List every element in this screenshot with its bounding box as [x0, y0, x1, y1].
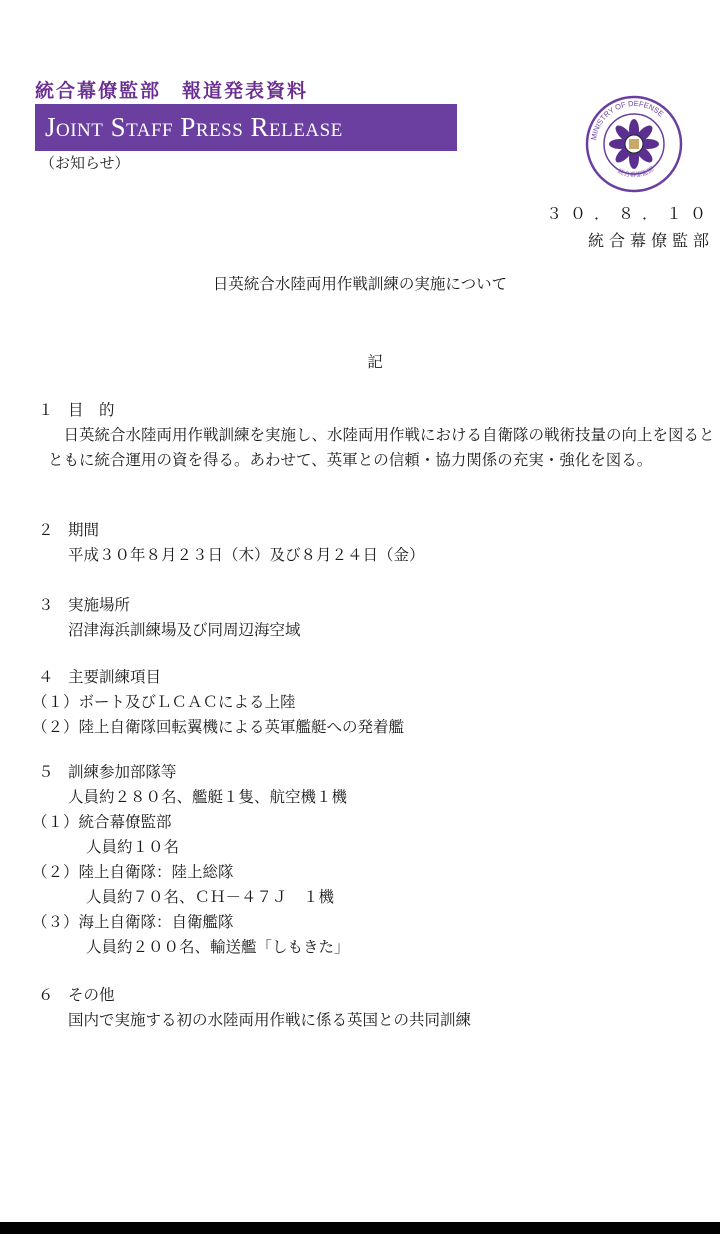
issuing-org: 統合幕僚監部	[587, 231, 714, 250]
section-title: 実施場所	[68, 596, 131, 614]
unit-label: （１）統合幕僚監部	[32, 813, 172, 831]
section-number: ２	[38, 521, 54, 539]
notice-label: （お知らせ）	[40, 154, 130, 172]
section-participants	[32, 760, 350, 960]
section-location	[38, 593, 301, 643]
section-number: ４	[38, 668, 54, 686]
participants-summary: 人員約２８０名、艦艇１隻、航空機１機	[68, 788, 348, 806]
unit-label: （２）陸上自衛隊：陸上総隊	[32, 863, 234, 881]
seal-ring-left: MINISTRY OF DEFENSE	[589, 98, 666, 141]
section-heading	[38, 760, 350, 785]
section-line: 平成３０年８月２３日（木）及び８月２４日（金）	[68, 546, 425, 564]
section-title: その他	[68, 986, 115, 1004]
section-line: 沼津海浜訓練場及び同周辺海空域	[68, 621, 301, 639]
press-release-banner	[35, 104, 457, 151]
joint-staff-seal	[584, 94, 684, 194]
list-item: （１）ボート及びＬＣＡＣによる上陸	[32, 693, 296, 711]
unit-detail: 人員約７０名、ＣＨ－４７Ｊ １機	[86, 888, 335, 906]
section-title: 主要訓練項目	[68, 668, 162, 686]
section-training-items	[32, 665, 405, 740]
unit-detail: 人員約１０名	[86, 838, 180, 856]
seal-emblem-icon	[584, 94, 684, 194]
section-period	[38, 518, 425, 568]
section-other	[38, 983, 471, 1033]
document-title: 日英統合水陸両用作戦訓練の実施について	[212, 275, 508, 293]
section-number: ６	[38, 986, 54, 1004]
banner-text: Joint Staff Press Release	[45, 112, 343, 142]
unit-label: （３）海上自衛隊：自衛艦隊	[32, 913, 234, 931]
section-heading	[38, 983, 471, 1008]
section-heading	[38, 593, 301, 618]
section-number: １	[38, 401, 54, 419]
seal-cherry-blossom	[609, 119, 659, 169]
section-heading	[38, 665, 404, 690]
unit-detail: 人員約２００名、輸送艦「しもきた」	[86, 938, 350, 956]
section-heading	[38, 398, 718, 423]
section-title: 目 的	[68, 401, 115, 419]
section-line: 国内で実施する初の水陸両用作戦に係る英国との共同訓練	[68, 1011, 472, 1029]
ki-marker: 記	[367, 353, 383, 371]
bottom-bar	[0, 1222, 720, 1234]
section-number: ５	[38, 763, 54, 781]
section-paragraph: 日英統合水陸両用作戦訓練を実施し、水陸両用作戦における自衛隊の戦術技量の向上を図るとともに統合運用の資を得る。あわせて、英軍との信頼・協力関係の充実・強化を図る。	[48, 426, 715, 469]
seal-ring-bottom: 統合幕僚監部	[616, 165, 656, 180]
section-title: 期間	[68, 521, 100, 539]
issue-date: ３０．８．１０	[545, 204, 714, 223]
section-heading	[38, 518, 425, 543]
section-title: 訓練参加部隊等	[68, 763, 177, 781]
dept-label: 統合幕僚監部 報道発表資料	[35, 80, 309, 102]
list-item: （２）陸上自衛隊回転翼機による英軍艦艇への発着艦	[32, 718, 405, 736]
section-number: ３	[38, 596, 54, 614]
section-purpose	[38, 398, 718, 473]
